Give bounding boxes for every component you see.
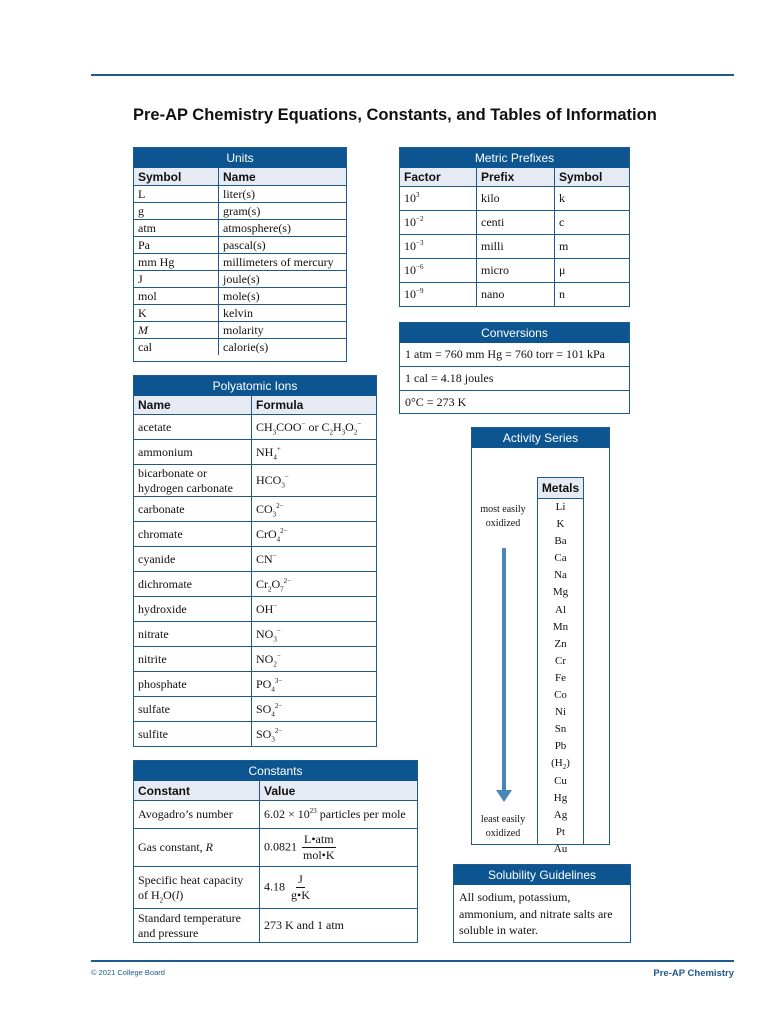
ion-formula: $CH_3COO^-$ or $C_2H_3O_2^-$ — [252, 415, 377, 440]
metal-item: Pt — [555, 825, 566, 838]
ion-name: carbonate — [134, 497, 252, 522]
metal-item: Ca — [554, 552, 567, 565]
metal-item: Li — [555, 501, 566, 513]
factor-cell: $10^{-2}$ — [400, 211, 477, 235]
ion-formula: OH− — [252, 597, 377, 622]
solubility-title: Solubility Guidelines — [454, 865, 630, 885]
unit-symbol: cal — [134, 339, 219, 356]
symbol-cell: n — [555, 283, 630, 307]
metal-item: $(H_2)$ — [551, 757, 570, 772]
polyatomic-title: Polyatomic Ions — [134, 376, 376, 396]
metal-item: Cu — [554, 774, 567, 787]
ion-formula: CrO$_4^{2-}$ — [252, 522, 377, 547]
metric-header-prefix: Prefix — [477, 168, 555, 187]
constants-title: Constants — [134, 761, 417, 781]
factor-cell: $10^3$ — [400, 187, 477, 211]
metal-item: K — [556, 518, 565, 531]
ion-name: cyanide — [134, 547, 252, 572]
metal-item: Au — [553, 842, 568, 855]
metal-item: Ni — [555, 706, 566, 719]
factor-cell: $10^{-9}$ — [400, 283, 477, 307]
polyatomic-header-formula: Formula — [252, 396, 377, 415]
constant-value: 4.18 $\frac{J}{g•K}$ — [260, 867, 418, 909]
prefix-cell: nano — [477, 283, 555, 307]
unit-name: kelvin — [219, 305, 347, 322]
metal-item: Na — [554, 569, 567, 582]
unit-symbol: g — [134, 203, 219, 220]
activity-title: Activity Series — [472, 428, 609, 448]
ion-name: bicarbonate or hydrogen carbonate — [134, 465, 252, 497]
constant-name: Gas constant, R — [134, 829, 260, 867]
constant-name: Standard temperature and pressure — [134, 909, 260, 943]
table-row — [134, 867, 417, 909]
page-title: Pre-AP Chemistry Equations, Constants, and Tables of Information — [133, 106, 657, 124]
unit-name: mole(s) — [219, 288, 347, 305]
least-oxidized-label: least easily oxidized — [480, 814, 526, 839]
unit-name: atmosphere(s) — [219, 220, 347, 237]
unit-name: gram(s) — [219, 203, 347, 220]
table-row — [134, 339, 346, 356]
metal-item: Al — [555, 603, 566, 616]
table-row — [134, 829, 417, 867]
metal-item: Zn — [554, 637, 567, 650]
conversion-row: 0°C = 273 K — [400, 390, 629, 414]
ion-formula: CN− — [252, 547, 377, 572]
constants-header-value: Value — [260, 781, 418, 801]
factor-cell: $10^{-6}$ — [400, 259, 477, 283]
table-row — [134, 186, 346, 203]
table-row — [134, 801, 417, 829]
ion-name: dichromate — [134, 572, 252, 597]
ion-name: sulfite — [134, 722, 252, 747]
metal-item: Mn — [552, 620, 569, 633]
metric-header-symbol: Symbol — [555, 168, 630, 187]
units-title: Units — [134, 148, 346, 168]
table-row — [134, 237, 346, 254]
ion-formula: $NH_4^+$ — [252, 440, 377, 465]
most-oxidized-label: most easily oxidized — [480, 504, 526, 529]
symbol-cell: μ — [555, 259, 630, 283]
table-row — [134, 909, 417, 943]
table-row — [400, 187, 629, 211]
ion-formula: $CO_3^{2-}$ — [252, 497, 377, 522]
prefix-cell: micro — [477, 259, 555, 283]
unit-name: joule(s) — [219, 271, 347, 288]
ion-name: hydroxide — [134, 597, 252, 622]
ion-formula: $SO_3^{2-}$ — [252, 722, 377, 747]
unit-name: liter(s) — [219, 186, 347, 203]
table-row — [134, 288, 346, 305]
constant-value: $6.02 \times 10^{23}$ particles per mole — [260, 801, 418, 829]
table-row — [134, 647, 376, 672]
ion-name: acetate — [134, 415, 252, 440]
copyright: © 2021 College Board — [91, 968, 165, 977]
prefix-cell: kilo — [477, 187, 555, 211]
symbol-cell: k — [555, 187, 630, 211]
ion-name: phosphate — [134, 672, 252, 697]
constants-table — [133, 760, 418, 943]
table-row — [134, 547, 376, 572]
table-row — [134, 697, 376, 722]
units-header-name: Name — [219, 168, 347, 186]
metal-item: Ba — [554, 535, 567, 548]
table-row — [134, 203, 346, 220]
table-row — [400, 259, 629, 283]
prefix-cell: milli — [477, 235, 555, 259]
table-row — [134, 254, 346, 271]
polyatomic-ions-table — [133, 375, 377, 747]
metal-item: Fe — [555, 671, 566, 684]
table-row — [134, 305, 346, 322]
table-row — [134, 415, 376, 440]
unit-symbol: K — [134, 305, 219, 322]
table-row — [134, 465, 376, 497]
polyatomic-header-name: Name — [134, 396, 252, 415]
metal-item: Ag — [553, 808, 568, 821]
ion-name: nitrate — [134, 622, 252, 647]
ion-formula: $HCO_3^-$ — [252, 465, 377, 497]
footer-course: Pre-AP Chemistry — [653, 968, 734, 979]
metal-item: Cr — [555, 654, 566, 667]
table-row — [400, 283, 629, 307]
conversions-table — [399, 322, 630, 414]
metric-prefixes-table — [399, 147, 630, 307]
unit-symbol: L — [134, 186, 219, 203]
ion-name: ammonium — [134, 440, 252, 465]
factor-cell: $10^{-3}$ — [400, 235, 477, 259]
constant-name: Avogadro’s number — [134, 801, 260, 829]
table-row — [134, 622, 376, 647]
conversion-row: 1 cal = 4.18 joules — [400, 366, 629, 390]
metal-item: Co — [554, 689, 567, 702]
bottom-rule — [91, 960, 734, 962]
activity-series-table — [471, 427, 610, 855]
table-row — [134, 672, 376, 697]
metal-list — [538, 499, 583, 858]
arrow-down-icon — [502, 548, 506, 792]
constant-value: 0.0821 $\frac{\text{L•atm}}{\text{mol•K}}$ — [260, 829, 418, 867]
units-header-symbol: Symbol — [134, 168, 219, 186]
metric-title: Metric Prefixes — [400, 148, 629, 168]
table-row — [134, 322, 346, 339]
symbol-cell: m — [555, 235, 630, 259]
prefix-cell: centi — [477, 211, 555, 235]
unit-name: pascal(s) — [219, 237, 347, 254]
constant-name: Specific heat capacity of $H_2O(l)$ — [134, 867, 260, 909]
table-row — [134, 572, 376, 597]
ion-name: sulfate — [134, 697, 252, 722]
unit-symbol: J — [134, 271, 219, 288]
metric-header-factor: Factor — [400, 168, 477, 187]
metals-column — [537, 477, 584, 855]
unit-symbol: atm — [134, 220, 219, 237]
unit-symbol: mol — [134, 288, 219, 305]
table-row — [134, 722, 376, 747]
unit-symbol: Pa — [134, 237, 219, 254]
ion-formula: $NO_2^-$ — [252, 647, 377, 672]
table-row — [134, 497, 376, 522]
ion-formula: $Cr_2O_7^{2-}$ — [252, 572, 377, 597]
solubility-text: All sodium, potassium, ammonium, and nitrate salts are soluble in water. — [459, 890, 613, 937]
ion-formula: $NO_3^-$ — [252, 622, 377, 647]
metal-item: Sn — [554, 723, 567, 736]
conversion-row: 1 atm = 760 mm Hg = 760 torr = 101 kPa — [405, 347, 605, 361]
constants-header-constant: Constant — [134, 781, 260, 801]
unit-name: calorie(s) — [219, 339, 347, 356]
symbol-cell: c — [555, 211, 630, 235]
table-row — [134, 597, 376, 622]
ion-formula: $PO_4^{3-}$ — [252, 672, 377, 697]
table-row — [134, 440, 376, 465]
ion-name: chromate — [134, 522, 252, 547]
metals-header: Metals — [538, 478, 583, 499]
unit-symbol: mm Hg — [134, 254, 219, 271]
conversions-title: Conversions — [400, 323, 629, 343]
unit-name: molarity — [219, 322, 347, 339]
unit-name: millimeters of mercury — [219, 254, 347, 271]
units-table — [133, 147, 347, 362]
table-row — [134, 220, 346, 237]
table-row — [400, 211, 629, 235]
table-row — [134, 271, 346, 288]
ion-formula: $SO_4^{2-}$ — [252, 697, 377, 722]
table-row — [134, 522, 376, 547]
metal-item: Mg — [552, 586, 569, 599]
metal-item: Hg — [553, 791, 568, 804]
top-rule — [91, 74, 734, 76]
constant-value: 273 K and 1 atm — [260, 909, 418, 943]
ion-name: nitrite — [134, 647, 252, 672]
arrow-head-icon — [496, 790, 512, 802]
metal-item: Pb — [554, 740, 567, 753]
table-row — [400, 235, 629, 259]
unit-symbol: M — [134, 322, 219, 339]
solubility-guidelines — [453, 864, 631, 943]
